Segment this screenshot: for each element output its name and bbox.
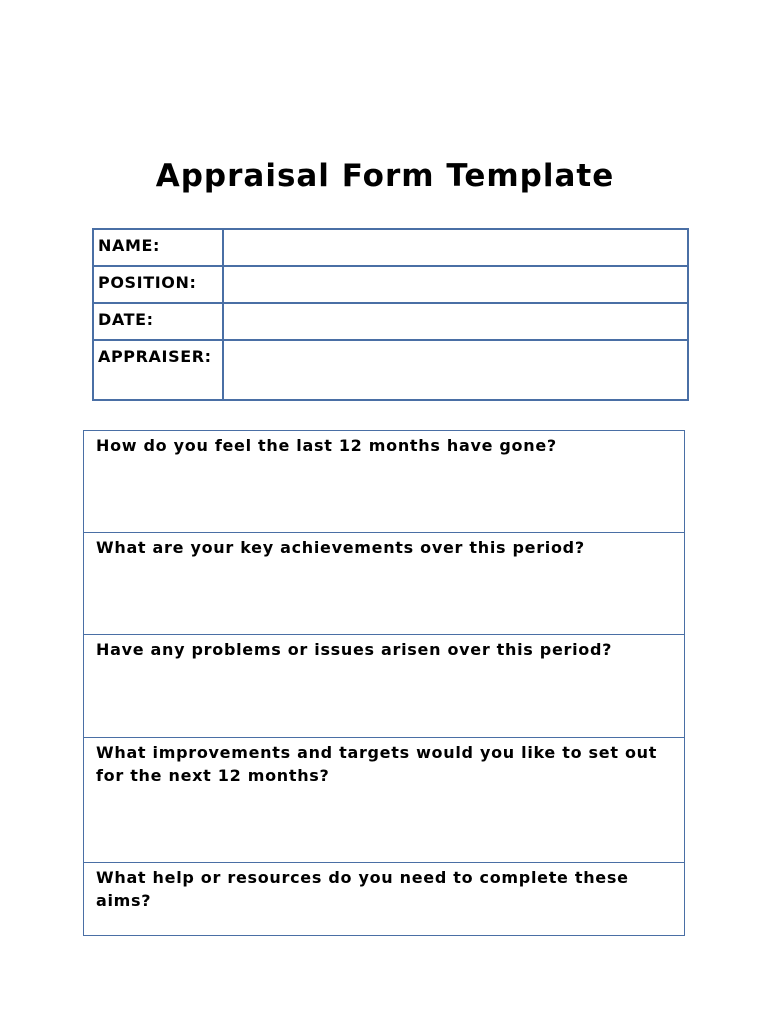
table-row-position: [93, 266, 688, 303]
question-1[interactable]: How do you feel the last 12 months have gone?: [84, 431, 684, 533]
name-label: NAME:: [93, 229, 223, 266]
question-4[interactable]: What improvements and targets would you like to set out for the next 12 months?: [84, 738, 684, 863]
date-field[interactable]: [223, 303, 688, 340]
questions-section: [83, 430, 685, 936]
position-field[interactable]: [223, 266, 688, 303]
question-5[interactable]: What help or resources do you need to complete these aims?: [96, 868, 629, 910]
question-3[interactable]: Have any problems or issues arisen over this period?: [84, 635, 684, 738]
appraiser-label: APPRAISER:: [93, 340, 223, 400]
table-row-appraiser: [93, 340, 688, 400]
name-field[interactable]: [223, 229, 688, 266]
position-label: POSITION:: [93, 266, 223, 303]
employee-details-table: [92, 228, 689, 401]
table-row-name: [93, 229, 688, 266]
table-row-date: [93, 303, 688, 340]
page-title: Appraisal Form Template: [155, 158, 615, 194]
date-label: DATE:: [93, 303, 223, 340]
appraiser-field[interactable]: [223, 340, 688, 400]
question-2[interactable]: What are your key achievements over this period?: [84, 533, 684, 635]
